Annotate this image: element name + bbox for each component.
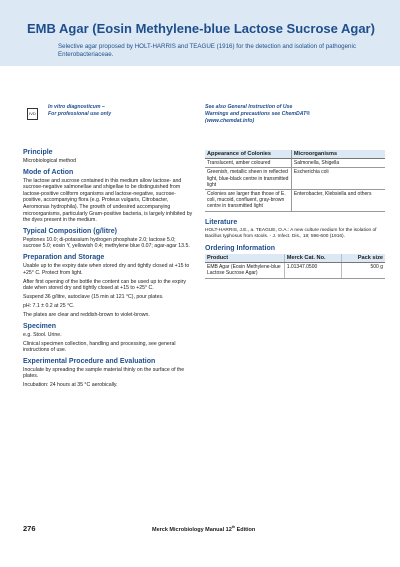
specimen-text-1: e.g. Stool. Urine. (23, 331, 62, 338)
table-cell: EMB Agar (Eosin Methylene-blue Lactose Sucrose Agar) (205, 263, 284, 278)
see-also-line-1: See also General Instruction of Use (205, 104, 293, 110)
table-cell: Greenish, metallic sheen in reflected light, blue-black centre in transmitted light (205, 168, 291, 190)
page-number: 276 (23, 524, 36, 533)
ordering-table (205, 254, 385, 279)
table-header-row (205, 254, 385, 263)
ivd-line-1: In vitro diagnosticum – (48, 104, 105, 110)
table-cell: Colonies are larger than those of E. coli, mucoid, confluent, gray-brown centre in transmitted light (205, 190, 291, 212)
order-header-product: Product (205, 254, 284, 263)
header-band (0, 0, 400, 66)
preparation-heading: Preparation and Storage (23, 253, 105, 261)
preparation-text-3: Suspend 36 g/litre, autoclave (15 min at 121 °C), pour plates. (23, 294, 164, 301)
preparation-text-5: The plates are clear and reddish-brown to violet-brown. (23, 312, 150, 319)
see-also-line-2: Warnings and precautions see ChemDAT® (205, 111, 311, 117)
table-cell: Enterobacter, Klebsiella and others (291, 190, 385, 212)
mode-heading: Mode of Action (23, 168, 74, 176)
experimental-text-2: Incubation: 24 hours at 35 °C aerobically. (23, 382, 118, 389)
see-also-link[interactable]: (www.chemdat.info) (205, 118, 255, 124)
specimen-text-2: Clinical specimen collection, handling and processing, see general instructions of use. (23, 340, 176, 354)
principle-heading: Principle (23, 149, 53, 156)
order-header-pack: Pack size (342, 254, 385, 263)
table-cell: Salmonella, Shigella (291, 159, 385, 168)
principle-text: Microbiological method (23, 158, 77, 164)
literature-text: HOLT-HARRIS, J.E., a. TEAGUE, O.A.: A new culture medium for the isolation of Bacillus typhosus from stools. - J. Infect. Dis., 18; 596-600 (1916). (205, 227, 377, 239)
preparation-text-1: Usable up to the expiry date when stored dry and tightly closed at +15 to +25° C. Protect from light. (23, 262, 190, 276)
composition-text: Peptones 10.0; di-potassium hydrogen phosphate 2.0; lactose 5.0; sucrose 5.0; eosin Y, yellowish 0.4; methylene blue 0.07; agar-agar 13.5. (23, 236, 190, 250)
colonies-header-appearance: Appearance of Colonies (205, 150, 291, 159)
colonies-table (205, 150, 385, 212)
table-cell: 1.01347.0500 (284, 263, 342, 278)
page-title: EMB Agar (Eosin Methylene-blue Lactose Sucrose Agar) (27, 21, 375, 36)
table-cell: Translucent, amber coloured (205, 159, 291, 168)
table-header-row (205, 150, 385, 159)
left-column (23, 145, 193, 389)
preparation-text-2: After first opening of the bottle the content can be used up to the expiry date when stored dry and tightly closed at +15 to +25° C. (23, 278, 186, 292)
table-cell: Escherichia coli (291, 168, 385, 190)
table-cell: 500 g (342, 263, 385, 278)
ivd-notice (48, 104, 168, 118)
experimental-text-1: Inoculate by spreading the sample material thinly on the surface of the plates. (23, 366, 185, 380)
see-also-notice (205, 104, 385, 125)
table-row (205, 190, 385, 212)
ivd-line-2: For professional use only (48, 111, 112, 117)
colonies-header-organisms: Microorganisms (291, 150, 385, 159)
ordering-heading: Ordering Information (205, 245, 275, 253)
table-row (205, 168, 385, 190)
literature-section (205, 218, 385, 240)
ivd-badge: IVD (27, 108, 38, 120)
order-header-cat: Merck Cat. No. (284, 254, 342, 263)
specimen-heading: Specimen (23, 322, 57, 330)
preparation-text-4: pH: 7.1 ± 0.2 at 25 °C. (23, 303, 75, 310)
right-column (205, 150, 385, 279)
page-subtitle: Selective agar proposed by HOLT-HARRIS and TEAGUE (1916) for the detection and isolation of pathogenic Enterobacteriaceae. (58, 43, 356, 58)
composition-heading: Typical Composition (g/litre) (23, 227, 117, 235)
mode-text: The lactose and sucrose contained in this medium allow lactose- and sucrose-negative salmonellae and shigellae to be distinguished from lactose-positive coliform organisms and lactose-negative, sucrose-positive, accompanying flora (e.g. Proteus vulgaris, Citrobacter, Aeromonas hydrophila). The growth of undesired accompanying microorganisms, particularly Gram-positive bacteria, is largely inhibited by the dyes present in the medium. (23, 177, 193, 224)
footer-manual-sup: th (231, 525, 236, 529)
experimental-heading: Experimental Procedure and Evaluation (23, 357, 156, 365)
table-row (205, 263, 385, 278)
footer-manual-title (152, 525, 255, 533)
literature-heading: Literature (205, 218, 238, 226)
footer-manual-suffix: Edition (235, 526, 256, 533)
footer-manual-prefix: Merck Microbiology Manual 12 (152, 526, 232, 533)
table-row (205, 159, 385, 168)
